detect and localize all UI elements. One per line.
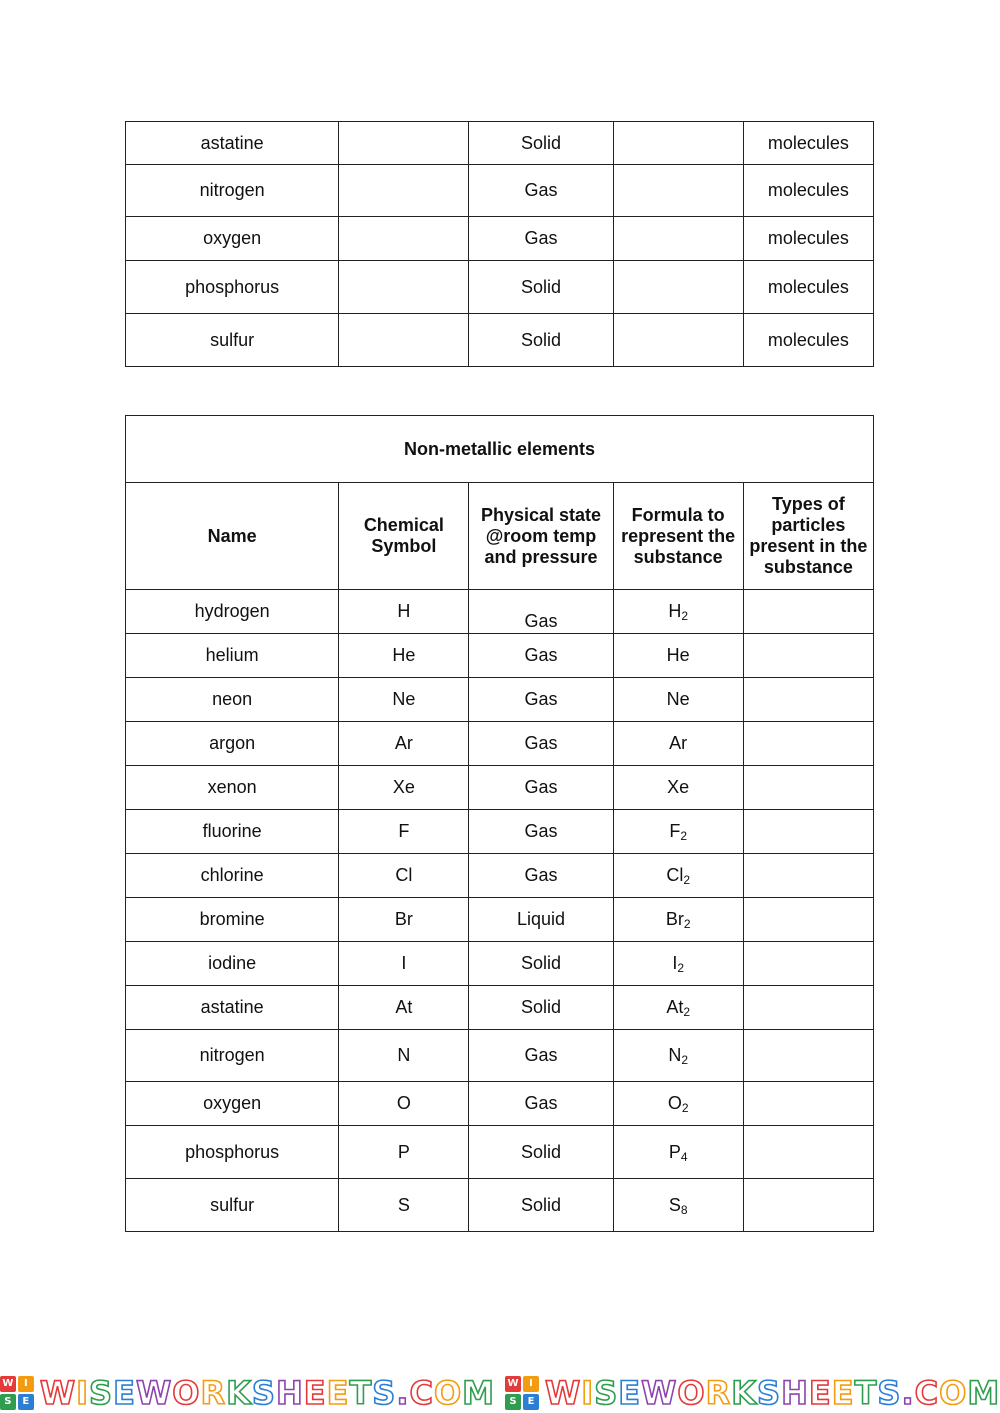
cell-state: Gas	[469, 722, 613, 766]
cell-symbol: H	[339, 590, 469, 634]
table-row	[126, 678, 874, 722]
cell-state: Gas	[469, 1030, 613, 1082]
header-particles: Types of particles present in the substance	[743, 483, 873, 590]
cell-state: Solid	[469, 942, 613, 986]
top-elements-table	[125, 121, 874, 367]
cell-symbol: At	[339, 986, 469, 1030]
cell-formula	[613, 854, 743, 898]
header-name: Name	[126, 483, 339, 590]
cell-name: bromine	[126, 898, 339, 942]
table-row	[126, 634, 874, 678]
cell-state: Solid	[469, 1126, 613, 1179]
cell-symbol	[339, 314, 469, 367]
formula-subscript: 2	[683, 1005, 691, 1019]
table-row	[126, 314, 874, 367]
cell-formula	[613, 766, 743, 810]
formula-base: I	[672, 953, 678, 973]
cell-name: xenon	[126, 766, 339, 810]
cell-name: sulfur	[126, 1179, 339, 1232]
cell-symbol: Cl	[339, 854, 469, 898]
table-row	[126, 766, 874, 810]
cell-state: Gas	[469, 634, 613, 678]
cell-formula	[613, 1126, 743, 1179]
cell-state: Solid	[469, 1179, 613, 1232]
table-row	[126, 1126, 874, 1179]
cell-state: Gas	[469, 1082, 613, 1126]
cell-particles	[743, 810, 873, 854]
cell-name: nitrogen	[126, 165, 339, 217]
cell-name: iodine	[126, 942, 339, 986]
header-symbol: Chemical Symbol	[339, 483, 469, 590]
cell-name: helium	[126, 634, 339, 678]
cell-symbol: Ar	[339, 722, 469, 766]
cell-formula	[613, 898, 743, 942]
cell-formula	[613, 1030, 743, 1082]
formula-subscript: 2	[681, 609, 689, 623]
cell-state: Solid	[469, 314, 613, 367]
formula-base: O	[667, 1093, 682, 1113]
formula-base: S	[668, 1194, 681, 1215]
table-row	[126, 722, 874, 766]
wiseworksheets-brand	[505, 1374, 1000, 1412]
formula-subscript: 2	[681, 1053, 689, 1067]
cell-formula	[613, 261, 743, 314]
cell-symbol: O	[339, 1082, 469, 1126]
table-row	[126, 942, 874, 986]
header-state: Physical state @room temp and pressure	[469, 483, 613, 590]
cell-particles	[743, 986, 873, 1030]
non-metallic-elements-table	[125, 415, 874, 1232]
table-row	[126, 1179, 874, 1232]
logo-letter: S	[505, 1394, 521, 1410]
cell-particles	[743, 1126, 873, 1179]
cell-state: Gas	[469, 165, 613, 217]
cell-particles: molecules	[743, 217, 873, 261]
cell-symbol: I	[339, 942, 469, 986]
logo-letter: I	[18, 1376, 34, 1392]
cell-name: astatine	[126, 122, 339, 165]
cell-particles	[743, 678, 873, 722]
cell-symbol: Xe	[339, 766, 469, 810]
cell-symbol: He	[339, 634, 469, 678]
cell-name: astatine	[126, 986, 339, 1030]
cell-state: Solid	[469, 122, 613, 165]
table-title: Non-metallic elements	[126, 416, 874, 483]
table-row	[126, 217, 874, 261]
cell-formula	[613, 678, 743, 722]
cell-symbol: S	[339, 1179, 469, 1232]
table-row	[126, 1030, 874, 1082]
cell-name: nitrogen	[126, 1030, 339, 1082]
logo-letter: W	[0, 1376, 16, 1392]
logo-letter: E	[523, 1394, 539, 1410]
cell-formula	[613, 986, 743, 1030]
cell-symbol	[339, 217, 469, 261]
formula-base: Ar	[669, 733, 688, 753]
cell-formula	[613, 1179, 743, 1232]
cell-name: fluorine	[126, 810, 339, 854]
cell-particles	[743, 766, 873, 810]
cell-particles: molecules	[743, 165, 873, 217]
cell-formula	[613, 942, 743, 986]
cell-name: oxygen	[126, 1082, 339, 1126]
cell-formula	[613, 1082, 743, 1126]
logo-letter: E	[18, 1394, 34, 1410]
cell-particles	[743, 898, 873, 942]
formula-base: He	[666, 645, 690, 665]
cell-name: argon	[126, 722, 339, 766]
cell-particles	[743, 722, 873, 766]
cell-symbol	[339, 165, 469, 217]
cell-state: Gas	[469, 854, 613, 898]
cell-symbol	[339, 261, 469, 314]
formula-base: Ne	[666, 689, 690, 709]
cell-name: oxygen	[126, 217, 339, 261]
table-row	[126, 810, 874, 854]
cell-particles	[743, 590, 873, 634]
cell-particles: molecules	[743, 261, 873, 314]
wise-logo-icon	[505, 1376, 539, 1410]
cell-formula	[613, 590, 743, 634]
cell-state: Solid	[469, 261, 613, 314]
formula-subscript: 2	[683, 917, 691, 931]
table-row	[126, 165, 874, 217]
brand-text: WISEWORKSHEETS.COM	[39, 1373, 495, 1412]
wiseworksheets-brand	[0, 1374, 495, 1412]
cell-particles: molecules	[743, 314, 873, 367]
table-row	[126, 898, 874, 942]
cell-name: hydrogen	[126, 590, 339, 634]
cell-particles: molecules	[743, 122, 873, 165]
wise-logo-icon	[0, 1376, 34, 1410]
brand-text: WISEWORKSHEETS.COM	[545, 1373, 1000, 1412]
cell-particles	[743, 942, 873, 986]
table-row	[126, 261, 874, 314]
logo-letter: I	[523, 1376, 539, 1392]
table-row	[126, 1082, 874, 1126]
cell-name: sulfur	[126, 314, 339, 367]
formula-base: N	[668, 1045, 682, 1065]
table-row	[126, 986, 874, 1030]
table-row	[126, 854, 874, 898]
cell-particles	[743, 854, 873, 898]
formula-base: F	[669, 821, 681, 841]
cell-symbol	[339, 122, 469, 165]
header-formula: Formula to represent the substance	[613, 483, 743, 590]
logo-letter: W	[505, 1376, 521, 1392]
cell-particles	[743, 1030, 873, 1082]
formula-base: Cl	[666, 865, 684, 885]
cell-formula	[613, 810, 743, 854]
cell-symbol: Br	[339, 898, 469, 942]
formula-base: Xe	[667, 777, 690, 797]
formula-base: At	[666, 997, 684, 1017]
cell-state: Gas	[469, 810, 613, 854]
cell-state: Gas	[469, 678, 613, 722]
cell-particles	[743, 634, 873, 678]
formula-subscript: 2	[680, 829, 688, 843]
formula-base: H	[668, 601, 682, 621]
cell-name: phosphorus	[126, 1126, 339, 1179]
cell-state: Gas	[469, 217, 613, 261]
cell-symbol: P	[339, 1126, 469, 1179]
cell-formula	[613, 165, 743, 217]
cell-symbol: Ne	[339, 678, 469, 722]
footer-watermark	[0, 1372, 1000, 1413]
formula-subscript: 8	[680, 1202, 688, 1217]
cell-symbol: F	[339, 810, 469, 854]
cell-state: Gas	[469, 590, 613, 634]
formula-base: Br	[665, 909, 684, 929]
cell-name: phosphorus	[126, 261, 339, 314]
cell-state: Gas	[469, 766, 613, 810]
cell-formula	[613, 634, 743, 678]
formula-subscript: 2	[681, 1101, 689, 1115]
cell-name: chlorine	[126, 854, 339, 898]
logo-letter: S	[0, 1394, 16, 1410]
cell-formula	[613, 314, 743, 367]
table-row	[126, 122, 874, 165]
cell-formula	[613, 217, 743, 261]
cell-particles	[743, 1082, 873, 1126]
cell-particles	[743, 1179, 873, 1232]
cell-formula	[613, 122, 743, 165]
cell-symbol: N	[339, 1030, 469, 1082]
formula-base: P	[668, 1141, 681, 1162]
cell-formula	[613, 722, 743, 766]
formula-subscript: 2	[677, 961, 685, 975]
formula-subscript: 2	[683, 873, 691, 887]
cell-name: neon	[126, 678, 339, 722]
table-row	[126, 590, 874, 634]
cell-state: Liquid	[469, 898, 613, 942]
formula-subscript: 4	[680, 1149, 688, 1164]
cell-state: Solid	[469, 986, 613, 1030]
